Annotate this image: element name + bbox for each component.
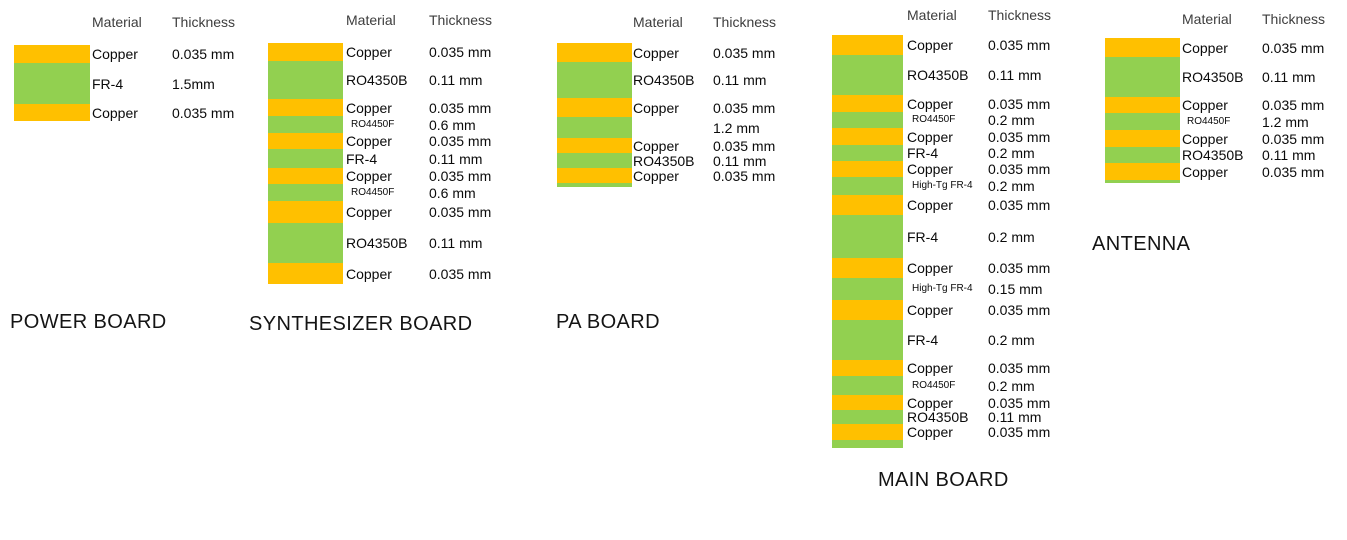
material-label: High-Tg FR-4 [912,180,973,191]
dielectric-layer-band [832,55,903,95]
copper-layer-band [1105,38,1180,57]
material-label: FR-4 [907,145,939,161]
copper-layer-band [14,104,90,121]
column-header-material: Material [907,7,957,23]
thickness-label: 0.11 mm [713,153,767,169]
thickness-label: 0.11 mm [429,151,483,167]
material-label: Copper [1182,131,1228,147]
board-title: ANTENNA [1092,233,1191,255]
dielectric-layer-band [14,63,90,104]
copper-layer-band [1105,130,1180,147]
material-label: Copper [1182,97,1228,113]
board-title: MAIN BOARD [878,469,1009,491]
thickness-label: 1.2 mm [713,120,760,136]
thickness-label: 0.2 mm [988,332,1035,348]
column-header-thickness: Thickness [713,14,777,30]
material-label: Copper [633,168,679,184]
material-label: FR-4 [907,332,939,348]
dielectric-layer-band [832,376,903,395]
thickness-label: 0.035 mm [172,105,235,121]
dielectric-layer-band [832,177,903,195]
material-label: RO4350B [1182,147,1244,163]
dielectric-layer-band [1105,180,1180,183]
copper-layer-band [1105,97,1180,113]
thickness-label: 0.11 mm [713,72,767,88]
dielectric-layer-band [268,223,343,263]
thickness-label: 0.035 mm [1262,131,1325,147]
copper-layer-band [268,43,343,61]
material-label: Copper [1182,40,1228,56]
stackup-diagram [832,35,903,448]
copper-layer-band [557,43,632,62]
material-label: Copper [907,302,953,318]
copper-layer-band [557,168,632,183]
copper-layer-band [14,45,90,63]
material-label: RO4350B [1182,69,1244,85]
material-label: Copper [633,138,679,154]
copper-layer-band [832,35,903,55]
thickness-label: 0.035 mm [429,133,492,149]
copper-layer-band [268,263,343,284]
column-header-material: Material [1182,11,1232,27]
thickness-label: 0.035 mm [1262,97,1325,113]
dielectric-layer-band [268,116,343,133]
copper-layer-band [268,133,343,149]
thickness-label: 0.035 mm [988,129,1051,145]
material-label: Copper [92,46,138,62]
dielectric-layer-band [557,183,632,187]
stackup-diagram [557,43,632,187]
material-label: RO4450F [912,114,956,125]
material-label: FR-4 [907,229,939,245]
thickness-label: 0.035 mm [988,395,1051,411]
dielectric-layer-band [1105,113,1180,130]
material-label: Copper [346,168,392,184]
thickness-label: 0.035 mm [988,37,1051,53]
thickness-label: 0.035 mm [713,138,776,154]
material-label: Copper [907,360,953,376]
material-label: RO4450F [1187,116,1231,127]
material-label: Copper [907,96,953,112]
material-label: Copper [907,260,953,276]
board-title: POWER BOARD [10,311,167,333]
dielectric-layer-band [557,153,632,168]
dielectric-layer-band [268,184,343,201]
column-header-material: Material [346,12,396,28]
thickness-label: 0.035 mm [713,168,776,184]
dielectric-layer-band [832,410,903,424]
column-header-thickness: Thickness [172,14,236,30]
thickness-label: 0.035 mm [988,424,1051,440]
dielectric-layer-band [832,112,903,128]
dielectric-layer-band [268,149,343,168]
dielectric-layer-band [268,61,343,99]
thickness-label: 0.035 mm [172,46,235,62]
thickness-label: 0.035 mm [988,161,1051,177]
copper-layer-band [557,98,632,117]
copper-layer-band [832,195,903,215]
board-title: PA BOARD [556,311,660,333]
thickness-label: 0.035 mm [988,302,1051,318]
material-label: Copper [633,45,679,61]
dielectric-layer-band [1105,147,1180,163]
material-label: Copper [346,133,392,149]
thickness-label: 0.035 mm [1262,164,1325,180]
thickness-label: 0.6 mm [429,185,476,201]
thickness-label: 0.035 mm [429,100,492,116]
column-header-material: Material [92,14,142,30]
copper-layer-band [832,95,903,112]
copper-layer-band [832,424,903,440]
material-label: Copper [346,44,392,60]
dielectric-layer-band [1105,57,1180,97]
thickness-label: 0.15 mm [988,281,1043,297]
thickness-label: 0.6 mm [429,117,476,133]
material-label: Copper [346,100,392,116]
thickness-label: 0.11 mm [988,67,1042,83]
copper-layer-band [832,395,903,410]
dielectric-layer-band [832,440,903,448]
material-label: Copper [633,100,679,116]
material-label: Copper [907,161,953,177]
thickness-label: 0.035 mm [988,260,1051,276]
material-label: RO4450F [351,187,395,198]
thickness-label: 0.11 mm [1262,69,1316,85]
thickness-label: 0.035 mm [429,44,492,60]
material-label: Copper [907,37,953,53]
stackup-diagram [268,43,343,284]
material-label: RO4350B [907,409,969,425]
column-header-material: Material [633,14,683,30]
material-label: RO4350B [633,153,695,169]
material-label: Copper [1182,164,1228,180]
material-label: RO4350B [907,67,969,83]
thickness-label: 0.035 mm [713,45,776,61]
stackup-diagram [14,45,90,121]
material-label: Copper [346,266,392,282]
thickness-label: 0.035 mm [988,360,1051,376]
copper-layer-band [832,360,903,376]
board-title: SYNTHESIZER BOARD [249,313,473,335]
thickness-label: 0.035 mm [429,204,492,220]
dielectric-layer-band [557,117,632,138]
column-header-thickness: Thickness [429,12,493,28]
thickness-label: 0.11 mm [429,72,483,88]
material-label: Copper [907,197,953,213]
material-label: Copper [907,395,953,411]
thickness-label: 0.2 mm [988,178,1035,194]
copper-layer-band [268,201,343,223]
copper-layer-band [832,161,903,177]
column-header-thickness: Thickness [988,7,1052,23]
copper-layer-band [832,258,903,278]
column-header-thickness: Thickness [1262,11,1326,27]
material-label: FR-4 [92,76,124,92]
material-label: Copper [907,129,953,145]
material-label: RO4450F [912,380,956,391]
dielectric-layer-band [832,320,903,360]
thickness-label: 0.11 mm [429,235,483,251]
thickness-label: 0.11 mm [1262,147,1316,163]
thickness-label: 0.2 mm [988,378,1035,394]
dielectric-layer-band [832,278,903,300]
copper-layer-band [1105,163,1180,180]
thickness-label: 0.035 mm [988,96,1051,112]
copper-layer-band [268,168,343,184]
copper-layer-band [268,99,343,116]
stackup-diagram [1105,38,1180,183]
thickness-label: 0.035 mm [713,100,776,116]
thickness-label: 0.2 mm [988,112,1035,128]
copper-layer-band [832,128,903,145]
thickness-label: 1.2 mm [1262,114,1309,130]
thickness-label: 0.035 mm [429,168,492,184]
dielectric-layer-band [557,62,632,98]
dielectric-layer-band [832,215,903,258]
thickness-label: 0.2 mm [988,229,1035,245]
thickness-label: 1.5mm [172,76,215,92]
material-label: High-Tg FR-4 [912,283,973,294]
material-label: RO4450F [351,119,395,130]
material-label: RO4350B [633,72,695,88]
material-label: Copper [907,424,953,440]
material-label: RO4350B [346,235,408,251]
thickness-label: 0.035 mm [429,266,492,282]
material-label: FR-4 [346,151,378,167]
thickness-label: 0.035 mm [988,197,1051,213]
copper-layer-band [557,138,632,153]
thickness-label: 0.035 mm [1262,40,1325,56]
dielectric-layer-band [832,145,903,161]
material-label: Copper [92,105,138,121]
thickness-label: 0.11 mm [988,409,1042,425]
material-label: Copper [346,204,392,220]
thickness-label: 0.2 mm [988,145,1035,161]
material-label: RO4350B [346,72,408,88]
copper-layer-band [832,300,903,320]
